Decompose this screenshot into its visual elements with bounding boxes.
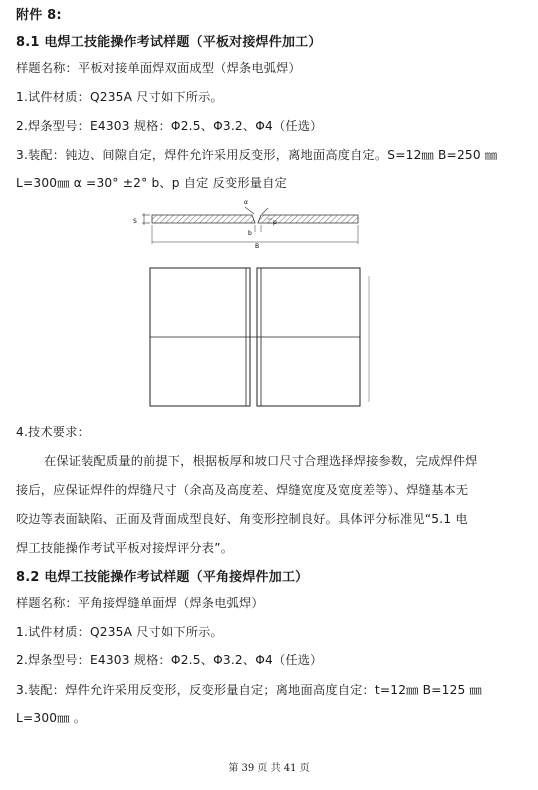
sample-name-8-1: 样题名称：平板对接单面焊双面成型（焊条电弧焊） — [16, 61, 301, 75]
p-label: p — [273, 219, 277, 226]
requirements-paragraph-line3: 咬边等表面缺陷、正面及背面成型良好、角变形控制良好。具体评分标准见“5.1 电 — [16, 512, 468, 526]
item-material-8-2: 1.试件材质：Q235A 尺寸如下所示。 — [16, 625, 223, 639]
annex-label: 附件 8: — [16, 8, 62, 23]
item-material-8-1: 1.试件材质：Q235A 尺寸如下所示。 — [16, 90, 223, 104]
B-label: B — [255, 243, 260, 250]
requirements-paragraph-line2: 接后，应保证焊件的焊缝尺寸（余高及高度差、焊缝宽度及宽度差等）、焊缝基本无 — [16, 483, 469, 497]
requirements-paragraph-line4: 焊工技能操作考试平板对接焊评分表”。 — [16, 541, 234, 555]
item-technical-requirements: 4.技术要求： — [16, 425, 90, 439]
section-8-2-heading: 8.2 电焊工技能操作考试样题（平角接焊件加工） — [16, 570, 309, 585]
item-assembly-8-1-line1: 3.装配：钝边、间隙自定，焊件允许采用反变形，离地面高度自定。S=12㎜ B=250 ㎜ — [16, 148, 498, 162]
item-electrode-8-1: 2.焊条型号：E4303 规格：Φ2.5、Φ3.2、Φ4（任选） — [16, 119, 323, 133]
item-assembly-8-2-line2: L=300㎜ 。 — [16, 711, 87, 725]
left-plate-section — [152, 215, 255, 223]
butt-joint-plan-diagram — [140, 258, 380, 414]
item-assembly-8-1-line2: L=300㎜ α =30° ±2° b、p 自定 反变形量自定 — [16, 176, 287, 190]
alpha-label: α — [244, 199, 248, 206]
sample-name-8-2: 样题名称：平角接焊缝单面焊（焊条电弧焊） — [16, 596, 264, 610]
requirements-paragraph-line1: 在保证装配质量的前提下，根据板厚和坡口尺寸合理选择焊接参数，完成焊件焊 — [44, 454, 478, 468]
b-label: b — [248, 230, 252, 237]
item-electrode-8-2: 2.焊条型号：E4303 规格：Φ2.5、Φ3.2、Φ4（任选） — [16, 653, 323, 667]
s-label: S — [133, 218, 137, 225]
item-assembly-8-2-line1: 3.装配：焊件允许采用反变形，反变形量自定；离地面高度自定：t=12㎜ B=125 ㎜ — [16, 683, 482, 697]
section-8-1-heading: 8.1 电焊工技能操作考试样题（平板对接焊件加工） — [16, 35, 322, 50]
butt-joint-section-diagram — [130, 196, 370, 252]
page-footer: 第 39 页 共 41 页 — [228, 763, 310, 774]
